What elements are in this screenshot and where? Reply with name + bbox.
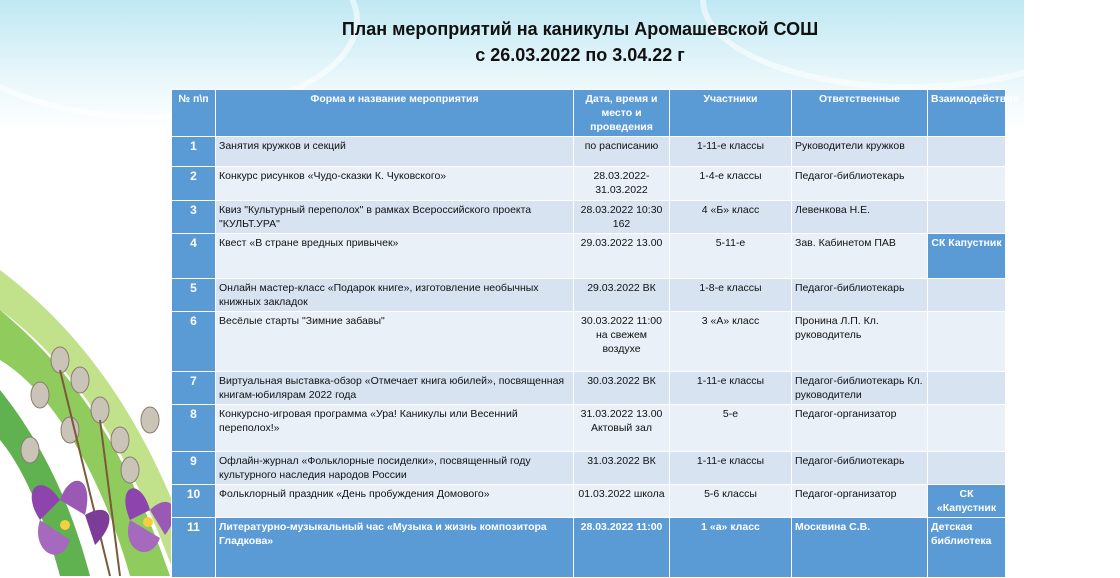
row-name: Занятия кружков и секций [216,137,574,167]
header-date: Дата, время и место и проведения [574,90,670,137]
row-partner [928,452,1006,485]
row-name: Литературно-музыкальный час «Музыка и жизнь композитора Гладкова» [216,518,574,578]
table-row [172,167,1006,201]
row-date: 29.03.2022 ВК [574,279,670,312]
row-participants: 3 «А» класс [670,312,792,372]
row-responsible: Педагог-библиотекарь [792,452,928,485]
row-responsible: Пронина Л.П. Кл. руководитель [792,312,928,372]
row-responsible: Москвина С.В. [792,518,928,578]
row-num: 2 [172,167,216,201]
row-participants: 5-6 классы [670,485,792,518]
row-partner [928,279,1006,312]
row-date: 28.03.2022 10:30 162 [574,201,670,234]
row-responsible: Педагог-организатор [792,405,928,452]
row-num: 10 [172,485,216,518]
row-num: 9 [172,452,216,485]
row-partner [928,201,1006,234]
row-responsible: Зав. Кабинетом ПАВ [792,234,928,279]
header-participants: Участники [670,90,792,137]
row-partner [928,137,1006,167]
row-num: 7 [172,372,216,405]
row-participants: 1 «а» класс [670,518,792,578]
table-row [172,452,1006,485]
row-date: 01.03.2022 школа [574,485,670,518]
row-date: 28.03.2022-31.03.2022 [574,167,670,201]
table-row [172,201,1006,234]
row-partner [928,405,1006,452]
row-name: Весёлые старты "Зимние забавы" [216,312,574,372]
row-date: 31.03.2022 ВК [574,452,670,485]
row-date: по расписанию [574,137,670,167]
row-name: Онлайн мастер-класс «Подарок книге», изготовление необычных книжных закладок [216,279,574,312]
row-name: Конкурс рисунков «Чудо-сказки К. Чуковского» [216,167,574,201]
table-row [172,279,1006,312]
header-name: Форма и название мероприятия [216,90,574,137]
slide-title [180,16,980,68]
table-row [172,312,1006,372]
table-row [172,485,1006,518]
row-date: 30.03.2022 ВК [574,372,670,405]
table-row [172,518,1006,578]
row-date: 31.03.2022 13.00 Актовый зал [574,405,670,452]
table-row [172,405,1006,452]
row-num: 4 [172,234,216,279]
title-line-1: План мероприятий на каникулы Аромашевской СОШ [341,19,819,39]
row-date: 29.03.2022 13.00 [574,234,670,279]
title-line-2: с 26.03.2022 по 3.04.22 г [475,45,685,65]
row-participants: 1-4-е классы [670,167,792,201]
row-responsible: Левенкова Н.Е. [792,201,928,234]
header-partner: Взаимодействие [928,90,1006,137]
row-num: 11 [172,518,216,578]
row-participants: 1-8-е классы [670,279,792,312]
row-num: 6 [172,312,216,372]
row-participants: 5-е [670,405,792,452]
header-num: № п\п [172,90,216,137]
row-responsible: Руководители кружков [792,137,928,167]
row-responsible: Педагог-организатор [792,485,928,518]
header-responsible: Ответственные [792,90,928,137]
row-name: Фольклорный праздник «День пробуждения Домового» [216,485,574,518]
row-partner [928,167,1006,201]
row-participants: 1-11-е классы [670,137,792,167]
row-name: Конкурсно-игровая программа «Ура! Каникулы или Весенний переполох!» [216,405,574,452]
events-table [171,89,1019,578]
row-responsible: Педагог-библиотекарь [792,279,928,312]
row-partner: СК Капустник [928,234,1006,279]
row-partner: СК «Капустник [928,485,1006,518]
row-date: 28.03.2022 11:00 [574,518,670,578]
table-header-row [172,90,1006,137]
row-name: Квест «В стране вредных привычек» [216,234,574,279]
table-row [172,372,1006,405]
row-responsible: Педагог-библиотекарь [792,167,928,201]
row-responsible: Педагог-библиотекарь Кл. руководители [792,372,928,405]
row-num: 1 [172,137,216,167]
row-date: 30.03.2022 11:00 на свежем воздухе [574,312,670,372]
row-participants: 1-11-е классы [670,372,792,405]
row-name: Офлайн-журнал «Фольклорные посиделки», посвященный году культурного наследия народов России [216,452,574,485]
table-row [172,137,1006,167]
row-name: Квиз "Культурный переполох" в рамках Всероссийского проекта "КУЛЬТ.УРА" [216,201,574,234]
row-participants: 5-11-е [670,234,792,279]
row-participants: 4 «Б» класс [670,201,792,234]
row-partner [928,372,1006,405]
row-num: 5 [172,279,216,312]
row-partner: Детская библиотека [928,518,1006,578]
row-partner [928,312,1006,372]
row-participants: 1-11-е классы [670,452,792,485]
row-num: 3 [172,201,216,234]
table-row [172,234,1006,279]
row-num: 8 [172,405,216,452]
row-name: Виртуальная выставка-обзор «Отмечает книга юбилей», посвященная книгам-юбилярам 2022 года [216,372,574,405]
